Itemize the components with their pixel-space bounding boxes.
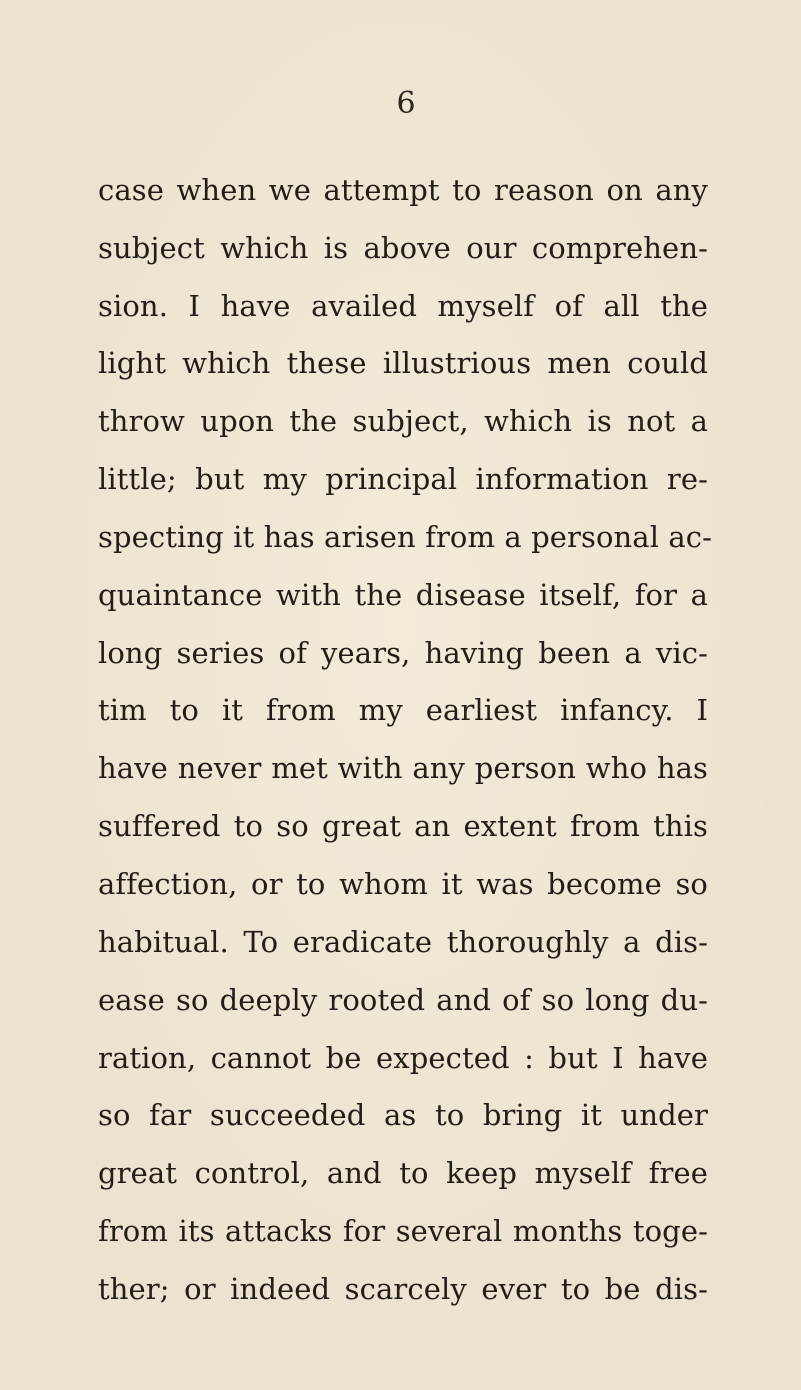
text-line: ther; or indeed scarcely ever to be dis- bbox=[98, 1272, 708, 1306]
text-line: so far succeeded as to bring it under bbox=[98, 1098, 708, 1132]
text-line: habitual. To eradicate thoroughly a dis- bbox=[98, 925, 708, 959]
text-line: suffered to so great an extent from this bbox=[98, 809, 708, 843]
text-line: quaintance with the disease itself, for a bbox=[98, 578, 708, 612]
text-line: specting it has arisen from a personal ac- bbox=[98, 520, 713, 554]
text-line: have never met with any person who has bbox=[98, 751, 708, 785]
page-number: 6 bbox=[396, 86, 416, 121]
text-line: tim to it from my earliest infancy. I bbox=[98, 693, 708, 727]
text-line: affection, or to whom it was become so bbox=[98, 867, 708, 901]
text-line: ease so deeply rooted and of so long du- bbox=[98, 983, 708, 1017]
text-line: case when we attempt to reason on any bbox=[98, 173, 708, 207]
text-line: from its attacks for several months toge- bbox=[98, 1214, 708, 1248]
text-line: little; but my principal information re- bbox=[98, 462, 708, 496]
text-line: ration, cannot be expected : but I have bbox=[98, 1041, 708, 1075]
text-line: subject which is above our comprehen- bbox=[98, 231, 708, 265]
text-line: great control, and to keep myself free bbox=[98, 1156, 708, 1190]
text-line: light which these illustrious men could bbox=[98, 346, 708, 380]
text-line: throw upon the subject, which is not a bbox=[98, 404, 708, 438]
text-line: sion. I have availed myself of all the bbox=[98, 289, 708, 323]
text-line: long series of years, having been a vic- bbox=[98, 636, 708, 670]
